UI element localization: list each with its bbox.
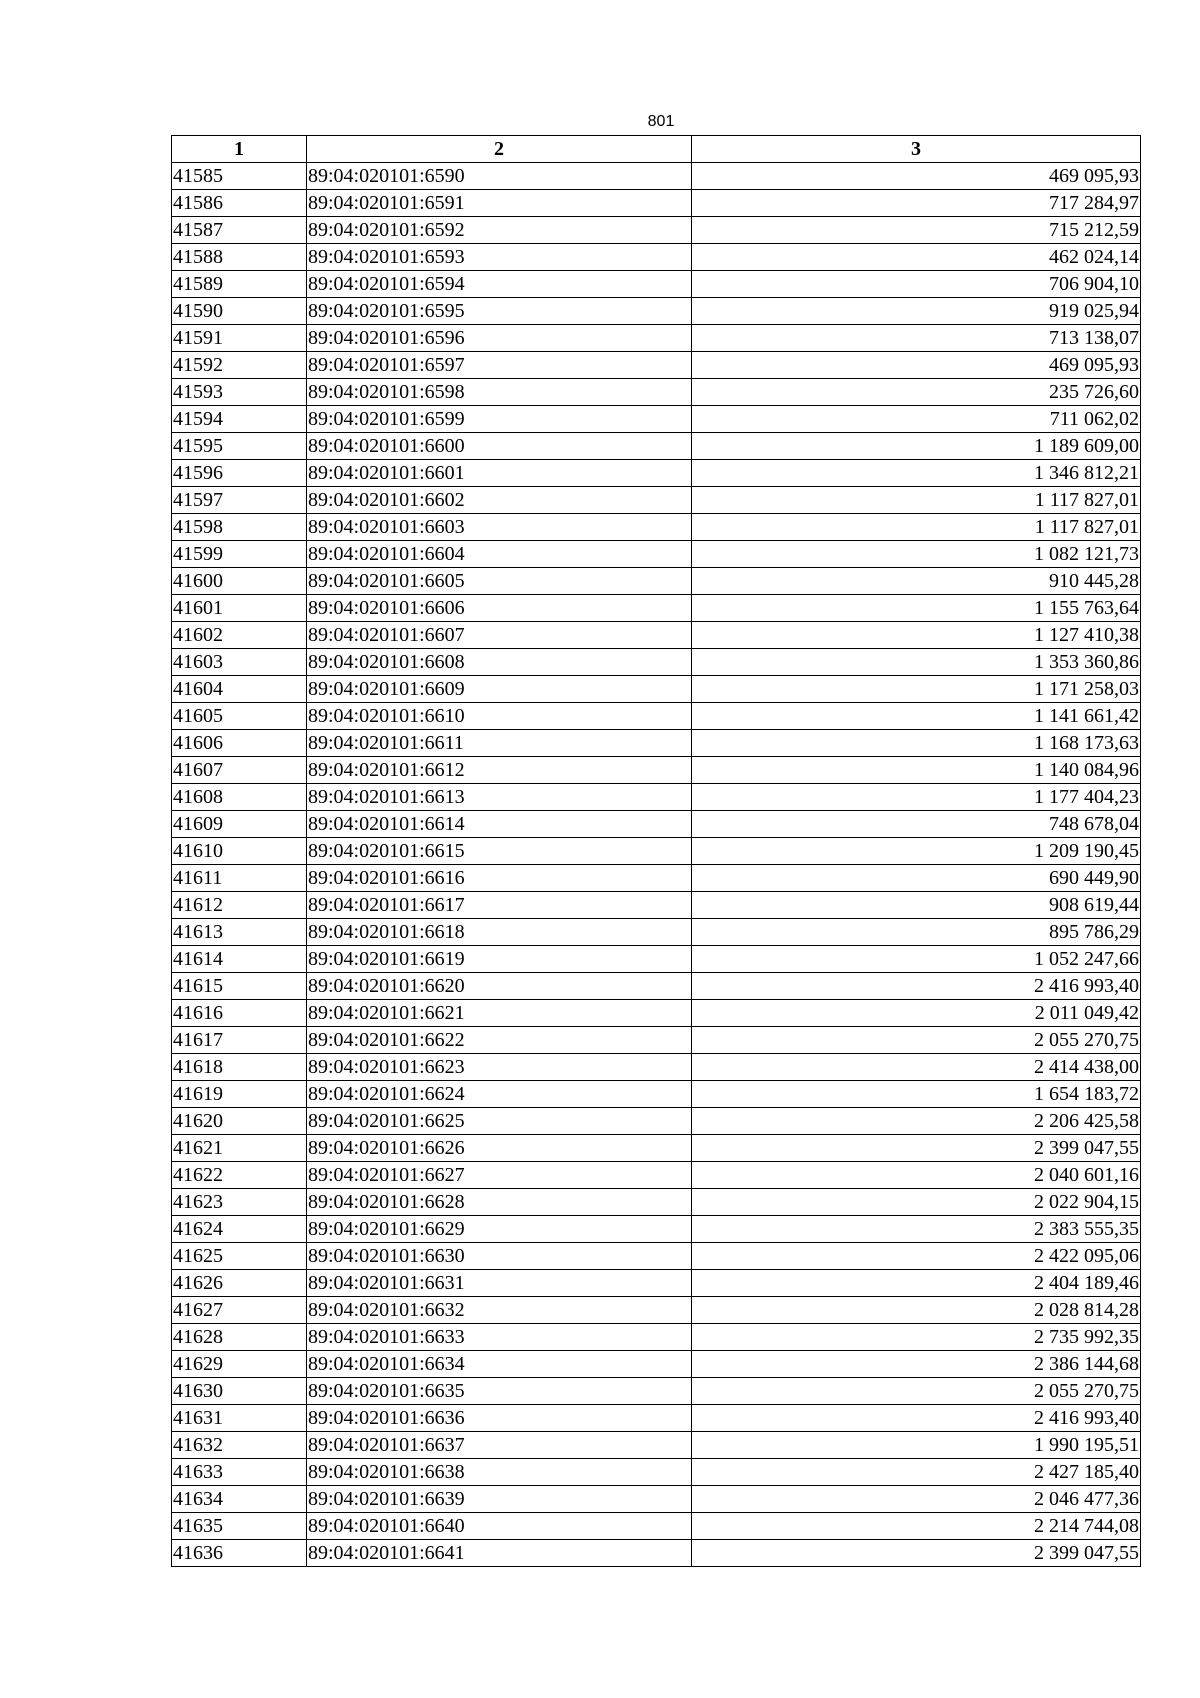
table-row <box>172 1054 1141 1081</box>
table-row <box>172 271 1141 298</box>
column-header-2: 2 <box>307 136 692 163</box>
table-row <box>172 1135 1141 1162</box>
cadastral-number-cell: 89:04:020101:6639 <box>307 1486 692 1513</box>
row-number-cell: 41605 <box>172 703 307 730</box>
row-number-cell: 41606 <box>172 730 307 757</box>
row-number-cell: 41599 <box>172 541 307 568</box>
cadastral-number-cell: 89:04:020101:6615 <box>307 838 692 865</box>
value-cell: 2 414 438,00 <box>692 1054 1141 1081</box>
cadastral-number-cell: 89:04:020101:6590 <box>307 163 692 190</box>
cadastral-number-cell: 89:04:020101:6599 <box>307 406 692 433</box>
value-cell: 2 427 185,40 <box>692 1459 1141 1486</box>
row-number-cell: 41590 <box>172 298 307 325</box>
row-number-cell: 41586 <box>172 190 307 217</box>
value-cell: 2 386 144,68 <box>692 1351 1141 1378</box>
table-row <box>172 460 1141 487</box>
row-number-cell: 41591 <box>172 325 307 352</box>
value-cell: 1 177 404,23 <box>692 784 1141 811</box>
value-cell: 717 284,97 <box>692 190 1141 217</box>
value-cell: 2 416 993,40 <box>692 1405 1141 1432</box>
value-cell: 2 416 993,40 <box>692 973 1141 1000</box>
value-cell: 2 383 555,35 <box>692 1216 1141 1243</box>
row-number-cell: 41601 <box>172 595 307 622</box>
cadastral-number-cell: 89:04:020101:6609 <box>307 676 692 703</box>
table-row <box>172 973 1141 1000</box>
value-cell: 715 212,59 <box>692 217 1141 244</box>
cadastral-number-cell: 89:04:020101:6627 <box>307 1162 692 1189</box>
cadastral-number-cell: 89:04:020101:6613 <box>307 784 692 811</box>
table-row <box>172 487 1141 514</box>
cadastral-number-cell: 89:04:020101:6633 <box>307 1324 692 1351</box>
row-number-cell: 41592 <box>172 352 307 379</box>
table-row <box>172 1027 1141 1054</box>
cadastral-number-cell: 89:04:020101:6595 <box>307 298 692 325</box>
table-header-row <box>172 136 1141 163</box>
value-cell: 1 168 173,63 <box>692 730 1141 757</box>
table-row <box>172 406 1141 433</box>
cadastral-number-cell: 89:04:020101:6619 <box>307 946 692 973</box>
value-cell: 1 346 812,21 <box>692 460 1141 487</box>
cadastral-number-cell: 89:04:020101:6593 <box>307 244 692 271</box>
row-number-cell: 41596 <box>172 460 307 487</box>
table-row <box>172 1351 1141 1378</box>
table-row <box>172 1459 1141 1486</box>
row-number-cell: 41610 <box>172 838 307 865</box>
table-row <box>172 163 1141 190</box>
cadastral-number-cell: 89:04:020101:6596 <box>307 325 692 352</box>
value-cell: 1 209 190,45 <box>692 838 1141 865</box>
value-cell: 1 052 247,66 <box>692 946 1141 973</box>
table-row <box>172 1243 1141 1270</box>
cadastral-number-cell: 89:04:020101:6631 <box>307 1270 692 1297</box>
table-row <box>172 676 1141 703</box>
table-row <box>172 1081 1141 1108</box>
row-number-cell: 41616 <box>172 1000 307 1027</box>
value-cell: 2 404 189,46 <box>692 1270 1141 1297</box>
value-cell: 1 117 827,01 <box>692 487 1141 514</box>
value-cell: 1 189 609,00 <box>692 433 1141 460</box>
row-number-cell: 41615 <box>172 973 307 1000</box>
value-cell: 1 140 084,96 <box>692 757 1141 784</box>
table-row <box>172 1216 1141 1243</box>
table-row <box>172 1324 1141 1351</box>
table-row <box>172 352 1141 379</box>
table-row <box>172 514 1141 541</box>
row-number-cell: 41617 <box>172 1027 307 1054</box>
table-row <box>172 541 1141 568</box>
table-row <box>172 1540 1141 1567</box>
cadastral-number-cell: 89:04:020101:6628 <box>307 1189 692 1216</box>
row-number-cell: 41593 <box>172 379 307 406</box>
cadastral-number-cell: 89:04:020101:6638 <box>307 1459 692 1486</box>
value-cell: 2 055 270,75 <box>692 1027 1141 1054</box>
cadastral-number-cell: 89:04:020101:6603 <box>307 514 692 541</box>
cadastral-number-cell: 89:04:020101:6611 <box>307 730 692 757</box>
row-number-cell: 41589 <box>172 271 307 298</box>
value-cell: 919 025,94 <box>692 298 1141 325</box>
table-row <box>172 649 1141 676</box>
row-number-cell: 41628 <box>172 1324 307 1351</box>
value-cell: 2 399 047,55 <box>692 1135 1141 1162</box>
value-cell: 2 040 601,16 <box>692 1162 1141 1189</box>
value-cell: 1 117 827,01 <box>692 514 1141 541</box>
cadastral-number-cell: 89:04:020101:6605 <box>307 568 692 595</box>
cadastral-number-cell: 89:04:020101:6620 <box>307 973 692 1000</box>
value-cell: 1 990 195,51 <box>692 1432 1141 1459</box>
table-row <box>172 1513 1141 1540</box>
row-number-cell: 41609 <box>172 811 307 838</box>
table-row <box>172 244 1141 271</box>
row-number-cell: 41588 <box>172 244 307 271</box>
cadastral-number-cell: 89:04:020101:6640 <box>307 1513 692 1540</box>
value-cell: 2 399 047,55 <box>692 1540 1141 1567</box>
cadastral-number-cell: 89:04:020101:6637 <box>307 1432 692 1459</box>
table-row <box>172 1000 1141 1027</box>
table-row <box>172 1405 1141 1432</box>
cadastral-number-cell: 89:04:020101:6617 <box>307 892 692 919</box>
cadastral-number-cell: 89:04:020101:6630 <box>307 1243 692 1270</box>
row-number-cell: 41613 <box>172 919 307 946</box>
value-cell: 235 726,60 <box>692 379 1141 406</box>
value-cell: 469 095,93 <box>692 163 1141 190</box>
table-row <box>172 757 1141 784</box>
cadastral-number-cell: 89:04:020101:6629 <box>307 1216 692 1243</box>
table-row <box>172 595 1141 622</box>
cadastral-number-cell: 89:04:020101:6594 <box>307 271 692 298</box>
table-row <box>172 1162 1141 1189</box>
cadastral-number-cell: 89:04:020101:6635 <box>307 1378 692 1405</box>
row-number-cell: 41614 <box>172 946 307 973</box>
table-row <box>172 190 1141 217</box>
row-number-cell: 41626 <box>172 1270 307 1297</box>
row-number-cell: 41600 <box>172 568 307 595</box>
table-row <box>172 1486 1141 1513</box>
value-cell: 713 138,07 <box>692 325 1141 352</box>
value-cell: 895 786,29 <box>692 919 1141 946</box>
row-number-cell: 41620 <box>172 1108 307 1135</box>
value-cell: 2 214 744,08 <box>692 1513 1141 1540</box>
value-cell: 748 678,04 <box>692 811 1141 838</box>
table-row <box>172 1297 1141 1324</box>
value-cell: 1 654 183,72 <box>692 1081 1141 1108</box>
row-number-cell: 41604 <box>172 676 307 703</box>
cadastral-number-cell: 89:04:020101:6623 <box>307 1054 692 1081</box>
cadastral-number-cell: 89:04:020101:6624 <box>307 1081 692 1108</box>
cadastral-number-cell: 89:04:020101:6601 <box>307 460 692 487</box>
cadastral-number-cell: 89:04:020101:6622 <box>307 1027 692 1054</box>
table-row <box>172 1270 1141 1297</box>
cadastral-number-cell: 89:04:020101:6608 <box>307 649 692 676</box>
row-number-cell: 41618 <box>172 1054 307 1081</box>
row-number-cell: 41598 <box>172 514 307 541</box>
cadastral-number-cell: 89:04:020101:6602 <box>307 487 692 514</box>
row-number-cell: 41635 <box>172 1513 307 1540</box>
cadastral-number-cell: 89:04:020101:6625 <box>307 1108 692 1135</box>
row-number-cell: 41621 <box>172 1135 307 1162</box>
table-row <box>172 325 1141 352</box>
cadastral-number-cell: 89:04:020101:6632 <box>307 1297 692 1324</box>
value-cell: 2 206 425,58 <box>692 1108 1141 1135</box>
value-cell: 690 449,90 <box>692 865 1141 892</box>
cadastral-number-cell: 89:04:020101:6610 <box>307 703 692 730</box>
table-row <box>172 919 1141 946</box>
value-cell: 1 353 360,86 <box>692 649 1141 676</box>
row-number-cell: 41587 <box>172 217 307 244</box>
row-number-cell: 41607 <box>172 757 307 784</box>
table-row <box>172 568 1141 595</box>
table-row <box>172 217 1141 244</box>
table-row <box>172 622 1141 649</box>
row-number-cell: 41624 <box>172 1216 307 1243</box>
cadastral-number-cell: 89:04:020101:6626 <box>307 1135 692 1162</box>
row-number-cell: 41597 <box>172 487 307 514</box>
cadastral-number-cell: 89:04:020101:6597 <box>307 352 692 379</box>
row-number-cell: 41594 <box>172 406 307 433</box>
cadastral-number-cell: 89:04:020101:6614 <box>307 811 692 838</box>
table-row <box>172 946 1141 973</box>
row-number-cell: 41632 <box>172 1432 307 1459</box>
table-row <box>172 1189 1141 1216</box>
cadastral-number-cell: 89:04:020101:6641 <box>307 1540 692 1567</box>
cadastral-number-cell: 89:04:020101:6607 <box>307 622 692 649</box>
value-cell: 469 095,93 <box>692 352 1141 379</box>
cadastral-number-cell: 89:04:020101:6591 <box>307 190 692 217</box>
value-cell: 1 155 763,64 <box>692 595 1141 622</box>
value-cell: 2 735 992,35 <box>692 1324 1141 1351</box>
row-number-cell: 41611 <box>172 865 307 892</box>
value-cell: 711 062,02 <box>692 406 1141 433</box>
cadastral-number-cell: 89:04:020101:6616 <box>307 865 692 892</box>
row-number-cell: 41612 <box>172 892 307 919</box>
column-header-1: 1 <box>172 136 307 163</box>
row-number-cell: 41630 <box>172 1378 307 1405</box>
table-row <box>172 730 1141 757</box>
value-cell: 2 422 095,06 <box>692 1243 1141 1270</box>
table-row <box>172 892 1141 919</box>
value-cell: 910 445,28 <box>692 568 1141 595</box>
cadastral-number-cell: 89:04:020101:6604 <box>307 541 692 568</box>
table-row <box>172 1432 1141 1459</box>
table-row <box>172 1378 1141 1405</box>
table-row <box>172 865 1141 892</box>
table-row <box>172 703 1141 730</box>
page-number: 801 <box>647 113 675 130</box>
row-number-cell: 41636 <box>172 1540 307 1567</box>
value-cell: 2 055 270,75 <box>692 1378 1141 1405</box>
table-row <box>172 298 1141 325</box>
value-cell: 908 619,44 <box>692 892 1141 919</box>
value-cell: 1 171 258,03 <box>692 676 1141 703</box>
table-body <box>172 163 1141 1567</box>
row-number-cell: 41631 <box>172 1405 307 1432</box>
value-cell: 2 022 904,15 <box>692 1189 1141 1216</box>
value-cell: 1 141 661,42 <box>692 703 1141 730</box>
value-cell: 462 024,14 <box>692 244 1141 271</box>
table-row <box>172 1108 1141 1135</box>
cadastral-number-cell: 89:04:020101:6592 <box>307 217 692 244</box>
value-cell: 2 046 477,36 <box>692 1486 1141 1513</box>
value-cell: 706 904,10 <box>692 271 1141 298</box>
row-number-cell: 41602 <box>172 622 307 649</box>
cadastral-number-cell: 89:04:020101:6606 <box>307 595 692 622</box>
row-number-cell: 41585 <box>172 163 307 190</box>
value-cell: 2 028 814,28 <box>692 1297 1141 1324</box>
row-number-cell: 41603 <box>172 649 307 676</box>
row-number-cell: 41633 <box>172 1459 307 1486</box>
table-row <box>172 433 1141 460</box>
cadastral-number-cell: 89:04:020101:6634 <box>307 1351 692 1378</box>
cadastral-number-cell: 89:04:020101:6600 <box>307 433 692 460</box>
row-number-cell: 41623 <box>172 1189 307 1216</box>
row-number-cell: 41608 <box>172 784 307 811</box>
value-cell: 1 127 410,38 <box>692 622 1141 649</box>
table-row <box>172 784 1141 811</box>
value-cell: 1 082 121,73 <box>692 541 1141 568</box>
row-number-cell: 41634 <box>172 1486 307 1513</box>
cadastral-number-cell: 89:04:020101:6618 <box>307 919 692 946</box>
table-row <box>172 811 1141 838</box>
cadastral-number-cell: 89:04:020101:6612 <box>307 757 692 784</box>
row-number-cell: 41622 <box>172 1162 307 1189</box>
cadastral-number-cell: 89:04:020101:6621 <box>307 1000 692 1027</box>
cadastral-number-cell: 89:04:020101:6636 <box>307 1405 692 1432</box>
row-number-cell: 41619 <box>172 1081 307 1108</box>
row-number-cell: 41627 <box>172 1297 307 1324</box>
row-number-cell: 41629 <box>172 1351 307 1378</box>
row-number-cell: 41595 <box>172 433 307 460</box>
data-table <box>171 135 1141 1567</box>
column-header-3: 3 <box>692 136 1141 163</box>
table-row <box>172 379 1141 406</box>
cadastral-number-cell: 89:04:020101:6598 <box>307 379 692 406</box>
table-row <box>172 838 1141 865</box>
row-number-cell: 41625 <box>172 1243 307 1270</box>
value-cell: 2 011 049,42 <box>692 1000 1141 1027</box>
